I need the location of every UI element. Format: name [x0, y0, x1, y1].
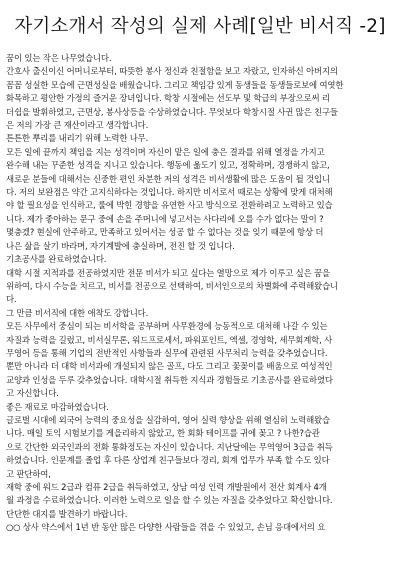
body-line: 월 과정을 수료하였습니다. 이러한 노력으로 일을 할 수 있는 자질을 갖추었다고 확신합니다.: [6, 495, 333, 506]
body-line: 몇충겠? 현실에 안주하고, 만족하고 있어서는 성공 할 수 없다는 것을 잊기 때문에 항상 더: [6, 227, 324, 238]
body-line: 무영어 등을 통해 기업의 전반적인 사항들과 실무에 관련된 사무처리 능력을 갖추었습니다.: [6, 347, 328, 358]
body-line: 간호사 출신이신 어머니로부터, 따뜻한 봉사 정신과 친절함을 보고 자랐고, 인자하신 아버지의: [6, 66, 338, 77]
body-line: 모든 사무에서 중심이 되는 비서학을 공부하며 사무환경에 능동적으로 대처해 나갈 수 있는: [6, 321, 328, 332]
body-line: 고 자신합니다.: [6, 388, 59, 399]
body-line: 완수해 내는 꾸준한 성격을 지니고 있습니다. 행동에 옮도기 있고, 정확하며, 경쟁하지 않고,: [6, 160, 330, 171]
body-line: 자질과 능력을 길렀고, 비서실무론, 워드프로세서, 파워포인트, 엑셀, 경영학, 세무회계학, 사: [6, 334, 333, 345]
body-line: 재학 중에 워드 2급과 컴퓨 2급을 취득하였고, 상남 여성 인력 개발원에서 전산 회계사 4개: [6, 482, 327, 492]
body-line: 꿈이 있는 작은 나무였습니다.: [6, 53, 112, 63]
body-line: 그 만큼 비서직에 대한 애착도 강합니다.: [6, 307, 149, 318]
body-line: 다. 저의 보완점은 약간 고지식하다는 것입니다. 하지만 비서로서 때로는 상황에 맞게 대처해: [6, 187, 333, 198]
body-line: 하였습니다. 인문계를 졸업 후 다른 상업계 친구들보다 경리, 회계 업무가 부족 할 수도 있다: [6, 455, 330, 466]
body-line: 니다. 제가 좋아하는 문구 중에 손을 주머니에 넣고서는 사다리에 오를 수가 없다는 말이 ?: [6, 213, 324, 224]
body-line: 대학 시절 지적과를 전공하였지만 전문 비서가 되고 싶다는 열망으로 제가 이루고 싶은 꿈을: [6, 267, 330, 278]
body-line: 야 할 필요성을 인식하고, 룰에 박힌 경향을 유연한 사고 방식으로 전환하려고 노력하고 있습: [6, 200, 333, 211]
body-line: 모든 일에 끝까지 책임을 지는 성격이며 자신이 맡은 일에 충은 결과를 위해 열정을 가지고: [6, 146, 325, 157]
body-line: 으로 간단한 외국인과의 전화 통화정도는 자신이 있습니다. 지난달에는 무역영어 3급을 취득: [6, 441, 333, 452]
body-line: ○○ 상사 약스에서 1년 반 동안 많은 다양한 사람들을 겪을 수 있었고, 손님 응대에서의 요: [6, 522, 326, 533]
body-line: 좋은 재료로 마감하였습니다.: [6, 401, 109, 412]
body-line: 고 판단하여,: [6, 468, 51, 479]
body-line: 기초공사를 완료하였습니다.: [6, 254, 107, 265]
body-line: 새로운 분들에 대해서는 신중한 편인 차분한 저의 성격은 비서생활에 많은 도움이 될 것입니: [6, 173, 330, 184]
body-line: 뿐만 아니라 더 대학 비서과에 개설되지 않은 골프, 다도 그리고 꽃꽂이를 배움으로 여성적인: [6, 361, 333, 372]
body-line: 은 저의 가장 큰 재산이라고 생각합니다.: [6, 120, 149, 131]
body-line: 단단한 대지를 발견하기 바랍니다.: [6, 508, 128, 519]
body-line: 더쉽을 발휘하였고, 근면상, 봉사상등을 수상하였습니다. 무엇보다 학창시절 사귄 많은 친구들: [6, 106, 338, 117]
document-title: 자기소개서 작성의 실제 사례[일반 비서직 -2]: [14, 16, 386, 37]
body-line: 교양과 인성을 두루 갖추었습니다. 대학시절 취득한 지식과 경험들로 기초공사를 완료하였다: [6, 374, 333, 385]
document-body: [6, 52, 394, 535]
body-line: 나은 삶을 살기 바라며, 자기계발에 충실하며, 전진 할 것 입니다.: [6, 240, 235, 251]
body-line: 다.: [6, 294, 17, 305]
body-line: 니다. 매일 토익 시험보기를 게을리하지 않았고, 한 회화 테이프를 귀에 꽂고 ? 나한?습관: [6, 428, 320, 439]
body-line: 튼튼한 뿌리를 내리기 위해 노력한 나무.: [6, 133, 149, 144]
body-line: 글로벌 시대에 외국어 능력의 중요성을 실감하여, 영어 실력 향상을 위해 열심히 노력해왔습: [6, 414, 330, 425]
body-line: 화목하고 평안한 가정의 즐거운 장녀입니다. 학창 시절에는 선도부 및 학급의 부장으로써 리: [6, 93, 330, 104]
body-line: 위하여, 다시 수능을 치르고, 비서를 전공으로 선택하여, 비서인으로의 차별화에 주력해왔습니: [6, 280, 338, 291]
body-line: 꼼꼼 성실한 모습에 근면성실을 배웠습니다. 그리고 책임감 있게 동생들을 동생들로보에 여엿한: [6, 79, 344, 90]
